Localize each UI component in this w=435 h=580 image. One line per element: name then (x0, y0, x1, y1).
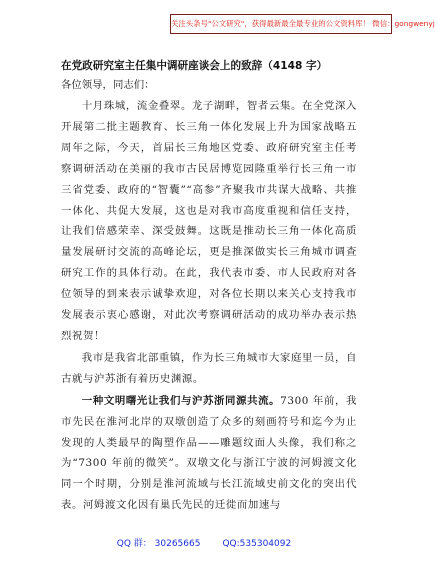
salutation: 各位领导，同志们： (61, 79, 155, 91)
paragraph (61, 391, 357, 516)
header-banner: 关注头条号"公文研究"，获得最新最全最专业的公文资料库！ 微信：gongwenyj (170, 14, 392, 34)
document-title: 在党政研究室主任集中调研座谈会上的致辞（4148 字） (61, 60, 328, 72)
paragraph-text: 十月珠城，流金叠翠。龙子湖畔，智者云集。在全党深入开展第二批主题教育、长三角一体化发展上升为国家战略五周年之际，今天，首届长三角地区党委、政府研究室主任考察调研活动在美丽的我市古民居博览园隆重举行长三角一市三省党委、政府的“智囊”“高参”齐聚我市共谋大战略、共推一体化、共促大发展，这也是对我市高度重视和信任支持，让我们倍感荣幸、深受鼓舞。这既是推动长三角一体化高质量发展研讨交流的高峰论坛，更是推深做实长三角城市调查研究工作的具体行动。在此，我代表市委、市人民政府对各位领导的到来表示诚挚欢迎，对各位长期以来关心支持我市发展表示衷心感谢，对此次考察调研活动的成功举办表示热烈祝贺！ (61, 100, 357, 342)
document-body (61, 96, 357, 516)
paragraph-text: 我市是我省北部重镇，作为长三角城市大家庭里一员，自古就与沪苏浙有着历史渊源。 (61, 351, 357, 385)
paragraph (61, 96, 357, 347)
footer-qq: QQ:535304092 (222, 539, 292, 549)
paragraph-text: 7300 年前，我市先民在淮河北岸的双墩创造了众多的刻画符号和迄今为止发现的人类最早的陶塑作品——雕题纹面人头像，我们称之为“7300 年前的微笑”。双墩文化与浙江宁波的河姆渡文化同一个时期，分别是淮河流域与长江流域史前文化的突出代表。河姆渡文化因有巢氏先民的迁徙而加速与 (61, 394, 357, 512)
footer-contact (0, 536, 408, 549)
paragraph (61, 348, 357, 390)
paragraph-lead: 一种文明曙光让我们与沪苏浙同源共流。 (81, 394, 281, 407)
footer-qq-group: QQ 群： 30265665 (116, 539, 201, 549)
